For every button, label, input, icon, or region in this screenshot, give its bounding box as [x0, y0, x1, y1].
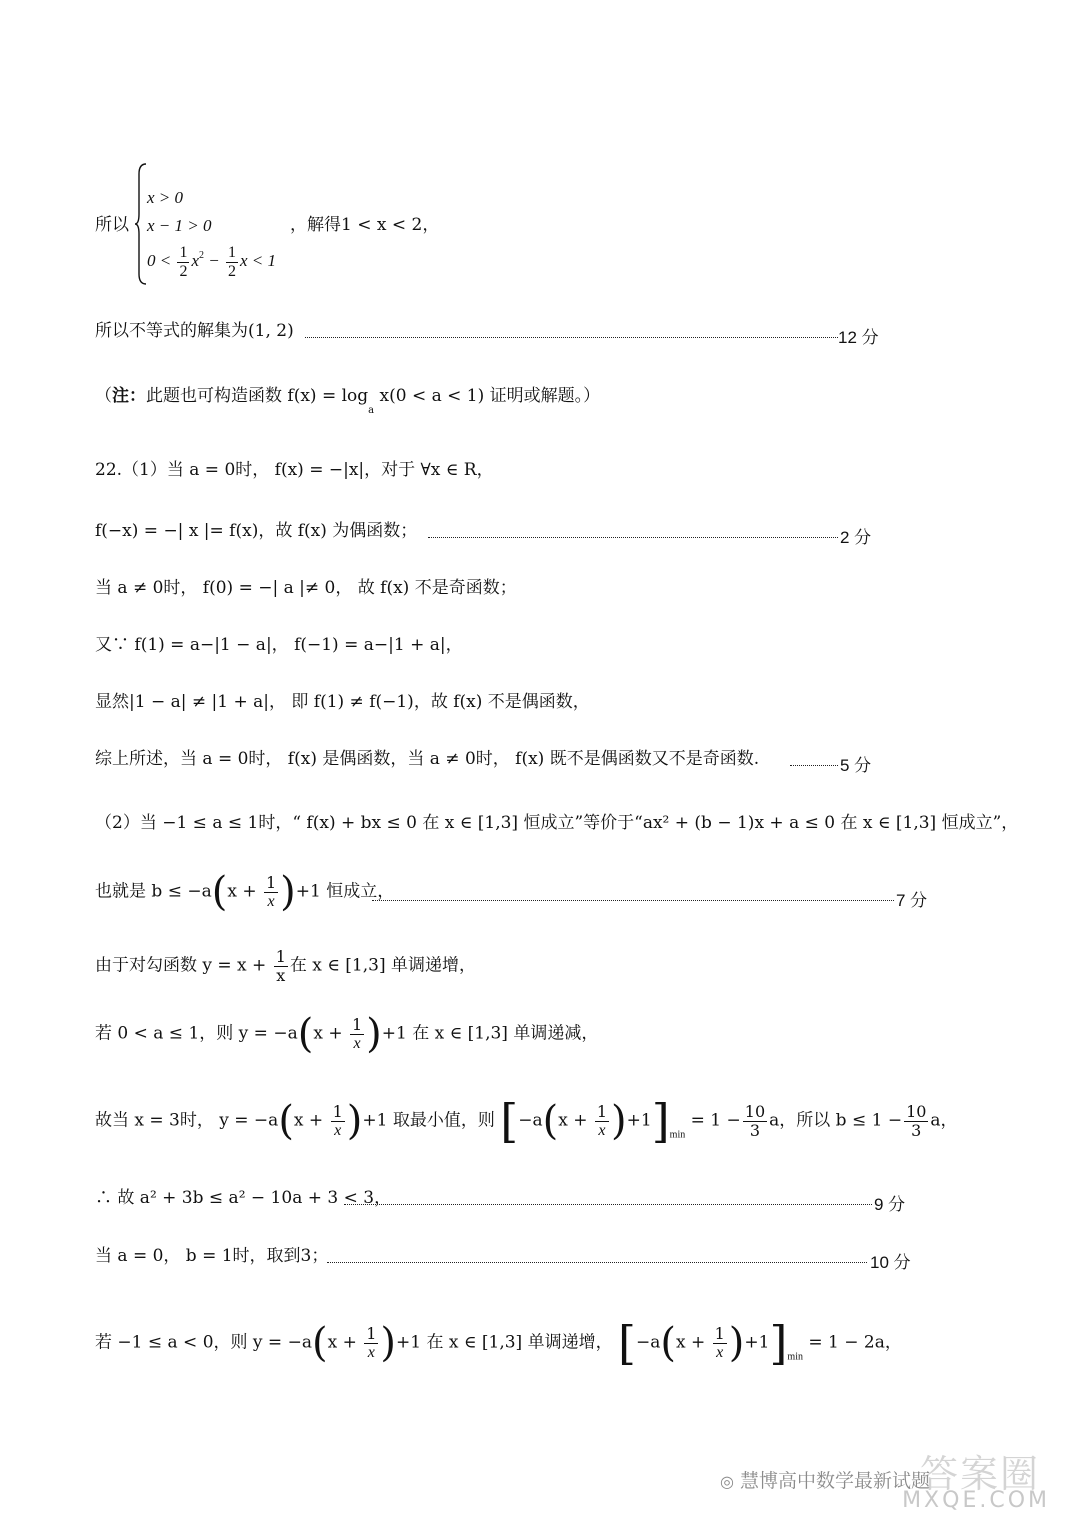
a-nonzero-line: 当 a ≠ 0时， f(0) = −| a |≠ 0， 故 f(x) 不是奇函数；	[95, 578, 517, 598]
fraction-half: $\frac{1}{2}$	[228, 244, 237, 280]
summary-line: 综上所述，当 a = 0时， f(x) 是偶函数，当 a ≠ 0时， f(x) 既不是偶函数又不是奇函数.	[95, 749, 760, 769]
system-row-2: x − 1 > 0	[147, 216, 212, 235]
therefore-line: ∴ 故 a² + 3b ≤ a² − 10a + 3 < 3，	[95, 1188, 392, 1208]
fraction-one-over-x: $\frac{1}{x}$	[351, 1014, 363, 1052]
brace-icon	[134, 162, 148, 286]
hook-function-line: 由于对勾函数 y = x + $\frac{1}{x}$ 在 x ∈ [1,3] 单调递增，	[95, 947, 476, 985]
solution-set-line: 所以不等式的解集为(1, 2)	[95, 321, 294, 341]
clearly-line: 显然|1 − a| ≠ |1 + a|， 即 f(1) ≠ f(−1)，故 f(x) 不是偶函数，	[95, 692, 590, 712]
even-line: f(−x) = −| x |= f(x)，故 f(x) 为偶函数；	[95, 521, 418, 541]
fraction-half: $\frac{1}{2}$	[179, 244, 188, 280]
dot-leader	[327, 1262, 867, 1263]
system-prefix: 所以	[95, 215, 129, 235]
q22-header: 22.（1）当 a = 0时， f(x) = −|x|，对于 ∀x ∈ R，	[95, 460, 494, 480]
watermark-badge: 答案圈	[919, 1452, 1040, 1496]
watermark-source: ◎ 慧博高中数学最新试题	[720, 1470, 931, 1492]
wechat-icon: ◎	[720, 1472, 734, 1491]
minimum-line: 故当 x = 3时， y = −a(x + $\frac{1}{x}$ )+1 取最小值，则 [−a(x + $\frac{1}{x}$ )$+1]_{min} = 1$ − $\frac{10}{3}$ a，所以 b ≤ 1 − $\frac{10}{3}$ a，	[95, 1094, 958, 1148]
system-row-1: x > 0	[147, 188, 184, 207]
score-7: 7 分	[896, 891, 928, 910]
dot-leader	[372, 900, 894, 901]
score-10: 10 分	[870, 1253, 911, 1272]
system-row-3: 0 < $\frac{1}{2}$ $x^2$ − $\frac{1}{2}$ x < 1	[147, 244, 277, 280]
b-bound-line: 也就是 b ≤ −a(x + $\frac{1}{x}$ )+1 恒成立，	[95, 869, 395, 915]
dot-leader	[305, 337, 838, 338]
score-12: 12 分	[838, 328, 879, 347]
part2-line: （2）当 −1 ≤ a ≤ 1时，“ f(x) + bx ≤ 0 在 x ∈ [1,3] 恒成立”等价于“ax² + (b − 1)x + a ≤ 0 在 x ∈ [1,3] 恒成立”，	[95, 813, 1019, 833]
fraction-one-over-x: $\frac{1}{x}$	[265, 872, 277, 910]
fraction-one-over-x: $\frac{1}{x}$	[275, 947, 286, 985]
attain-line: 当 a = 0， b = 1时，取到3；	[95, 1246, 329, 1266]
watermark-site: MXQE.COM	[902, 1488, 1050, 1513]
note-line: （注：此题也可构造函数 $f(x) = \log_a x(0 < a < 1)$ 证明或解题。）	[95, 386, 601, 416]
dot-leader	[790, 765, 838, 766]
system-solution: ，解得1 < x < 2，	[290, 215, 440, 235]
score-2: 2 分	[840, 528, 872, 547]
dot-leader	[428, 537, 838, 538]
watermark	[720, 1443, 1050, 1513]
score-9: 9 分	[874, 1195, 906, 1214]
case1-line: 若 0 < a ≤ 1，则 y = −a(x + $\frac{1}{x}$ )+1 在 x ∈ [1,3] 单调递减，	[95, 1011, 599, 1057]
case2-line: 若 −1 ≤ a < 0，则 y = −a(x + $\frac{1}{x}$ )+1 在 x ∈ [1,3] 单调递增， [−a(x + $\frac{1}{x}$ )$+1]_{min} = 1 - 2a$，	[95, 1316, 902, 1370]
dot-leader	[344, 1204, 872, 1205]
score-5: 5 分	[840, 756, 872, 775]
also-line: 又∵ f(1) = a−|1 − a|， f(−1) = a−|1 + a|，	[95, 635, 463, 655]
